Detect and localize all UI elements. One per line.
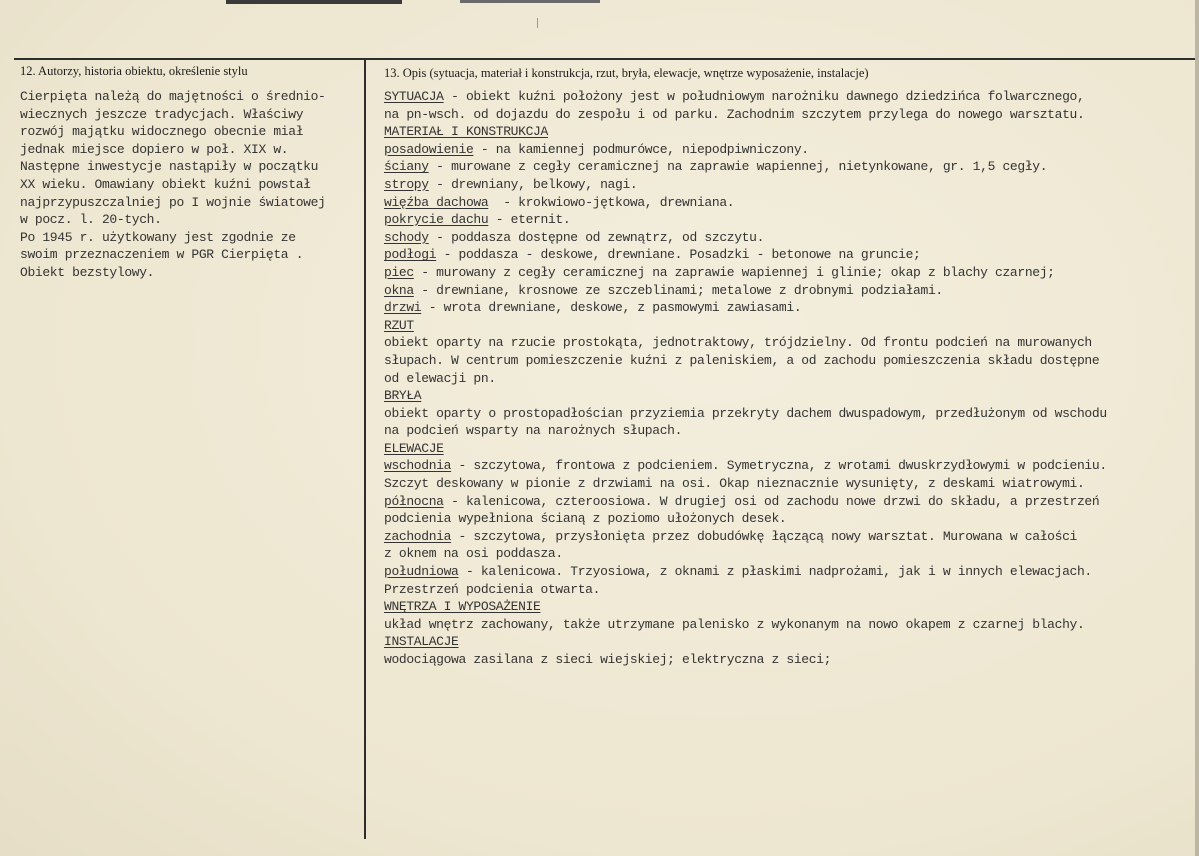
line-text: - murowany z cegły ceramicznej na zaprawie wapiennej i glinie; okap z blachy czarnej; xyxy=(413,264,1055,280)
description-line xyxy=(384,563,1107,581)
section-label: południowa xyxy=(384,564,459,580)
section-label: WNĘTRZA I WYPOSAŻENIE xyxy=(384,599,541,615)
description-line xyxy=(384,211,1107,229)
line-text: obiekt oparty na rzucie prostokąta, jednotraktowy, trójdzielny. Od frontu podcień na murowanych xyxy=(384,335,1092,351)
line-text: słupach. W centrum pomieszczenie kuźni z paleniskiem, a od zachodu pomieszczenia składu dostępne xyxy=(384,352,1100,368)
history-line: Po 1945 r. użytkowany jest zgodnie ze xyxy=(20,229,296,245)
section-label: okna xyxy=(384,282,414,298)
line-text: - krokwiowo-jętkowa, drewniana. xyxy=(488,194,735,210)
line-text: Szczyt deskowany w pionie z drzwiami na osi. Okap nieznacznie wysunięty, z deskami wiatrowymi. xyxy=(384,476,1085,492)
section-label: zachodnia xyxy=(384,528,452,544)
description-line xyxy=(384,370,1107,388)
description-line xyxy=(384,422,1107,440)
section-label: podłogi xyxy=(384,247,437,263)
line-text: na pn-wsch. od dojazdu do zespołu i od parku. Zachodnim szczytem przylega do nowego warsztatu. xyxy=(384,106,1085,122)
description-line xyxy=(384,141,1107,159)
description-line xyxy=(384,457,1107,475)
description-line xyxy=(384,88,1107,106)
section-label: ściany xyxy=(384,159,429,175)
history-line: w pocz. l. 20-tych. xyxy=(20,212,162,228)
line-text: podcienia wypełniona ścianą z poziomo ułożonych desek. xyxy=(384,511,787,527)
description-line xyxy=(384,229,1107,247)
line-text: - poddasza - deskowe, drewniane. Posadzki - betonowe na gruncie; xyxy=(436,247,921,263)
description-line xyxy=(384,246,1107,264)
section-label: wschodnia xyxy=(384,458,452,474)
line-text: z oknem na osi poddasza. xyxy=(384,546,563,562)
description-line xyxy=(384,176,1107,194)
description-line xyxy=(384,633,1107,651)
description-line xyxy=(384,598,1107,616)
section-label: północna xyxy=(384,493,444,509)
section-label: pokrycie dachu xyxy=(384,212,489,228)
description-line xyxy=(384,387,1107,405)
description-line xyxy=(384,528,1107,546)
description-line xyxy=(384,317,1107,335)
top-edge-line xyxy=(226,0,402,4)
line-text: - drewniany, belkowy, nagi. xyxy=(428,176,638,192)
history-line: najprzypuszczalniej po I wojnie światowej xyxy=(20,194,326,210)
description-line xyxy=(384,651,1107,669)
description-line xyxy=(384,475,1107,493)
line-text: wodociągowa zasilana z sieci wiejskiej; elektryczna z sieci; xyxy=(384,652,832,667)
section-label: INSTALACJE xyxy=(384,634,459,650)
line-text: układ wnętrz zachowany, także utrzymane palenisko z wykonanym na nowo okapem z czarnej blachy. xyxy=(384,616,1085,632)
line-text: - eternit. xyxy=(488,212,571,228)
description-line xyxy=(384,352,1107,370)
right-edge xyxy=(1195,0,1199,856)
line-text: - kalenicowa. Trzyosiowa, z oknami z płaskimi nadprożami, jak i w innych elewacjach. xyxy=(458,564,1092,580)
section-label: posadowienie xyxy=(384,141,474,157)
section-label: piec xyxy=(384,264,414,280)
description-line xyxy=(384,299,1107,317)
description-line xyxy=(384,493,1107,511)
section-12-header: 12. Autorzy, historia obiektu, określenie stylu xyxy=(20,64,248,78)
history-line: swoim przeznaczeniem w PGR Cierpięta . xyxy=(20,247,304,263)
history-line: Cierpięta należą do majętności o średnio- xyxy=(20,89,326,104)
description-line xyxy=(384,158,1107,176)
line-text: - na kamiennej podmurówce, niepodpiwniczony. xyxy=(473,141,809,157)
line-text: - poddasza dostępne od zewnątrz, od szczytu. xyxy=(428,229,765,245)
section-13-header: 13. Opis (sytuacja, materiał i konstrukcja, rzut, bryła, elewacje, wnętrze wyposażenie, instalacje) xyxy=(384,66,869,80)
description-line xyxy=(384,545,1107,563)
description-line xyxy=(384,282,1107,300)
section-label: MATERIAŁ I KONSTRUKCJA xyxy=(384,124,548,140)
column-divider xyxy=(364,59,366,839)
line-text: - wrota drewniane, deskowe, z pasmowymi zawiasami. xyxy=(421,300,802,316)
line-text: obiekt oparty o prostopadłościan przyziemia przekryty dachem dwuspadowym, przedłużonym od wschodu xyxy=(384,405,1107,421)
section-label: SYTUACJA xyxy=(384,89,444,104)
description-line xyxy=(384,440,1107,458)
history-line: Obiekt bezstylowy. xyxy=(20,264,155,280)
line-text: - obiekt kuźni położony jest w południowym narożniku dawnego dziedzińca folwarcznego, xyxy=(443,89,1085,104)
description-line xyxy=(384,194,1107,212)
description-line xyxy=(384,264,1107,282)
section-label: schody xyxy=(384,229,429,245)
description-line xyxy=(384,510,1107,528)
line-text: - drewniane, krosnowe ze szczeblinami; metalowe z drobnymi podziałami. xyxy=(413,282,943,298)
section-label: RZUT xyxy=(384,317,414,333)
line-text: na podcień wsparty na narożnych słupach. xyxy=(384,423,683,439)
line-text: Przestrzeń podcienia otwarta. xyxy=(384,581,601,597)
section-label: drzwi xyxy=(384,300,422,316)
description-line xyxy=(384,616,1107,634)
description-text xyxy=(384,88,1107,669)
stray-mark xyxy=(537,18,538,28)
header-divider xyxy=(14,58,1196,60)
history-text xyxy=(20,88,326,282)
section-label: BRYŁA xyxy=(384,388,422,404)
history-line: rozwój majątku widocznego obecnie miał xyxy=(20,124,304,140)
line-text: od elewacji pn. xyxy=(384,370,496,386)
section-label: ELEWACJE xyxy=(384,440,444,456)
line-text: - szczytowa, frontowa z podcieniem. Symetryczna, z wrotami dwuskrzydłowymi w podcieniu. xyxy=(451,458,1107,474)
line-text: - kalenicowa, czteroosiowa. W drugiej osi od zachodu nowe drzwi do składu, a przestrzeń xyxy=(443,493,1100,509)
top-edge-line-2 xyxy=(460,0,600,3)
history-line: XX wieku. Omawiany obiekt kuźni powstał xyxy=(20,176,311,192)
section-label: stropy xyxy=(384,176,429,192)
line-text: - murowane z cegły ceramicznej na zaprawie wapiennej, nietynkowane, gr. 1,5 cegły. xyxy=(428,159,1048,175)
history-line: jednak miejsce dopiero w poł. XIX w. xyxy=(20,141,289,157)
section-label: więźba dachowa xyxy=(384,194,489,210)
history-line: Następne inwestycje nastąpiły w początku xyxy=(20,159,319,175)
description-line xyxy=(384,123,1107,141)
history-line: wiecznych jeszcze tradycjach. Właściwy xyxy=(20,106,304,122)
line-text: - szczytowa, przysłonięta przez dobudówkę łączącą nowy warsztat. Murowana w całości xyxy=(451,528,1077,544)
description-line xyxy=(384,581,1107,599)
description-line xyxy=(384,106,1107,124)
description-line xyxy=(384,405,1107,423)
description-line xyxy=(384,334,1107,352)
